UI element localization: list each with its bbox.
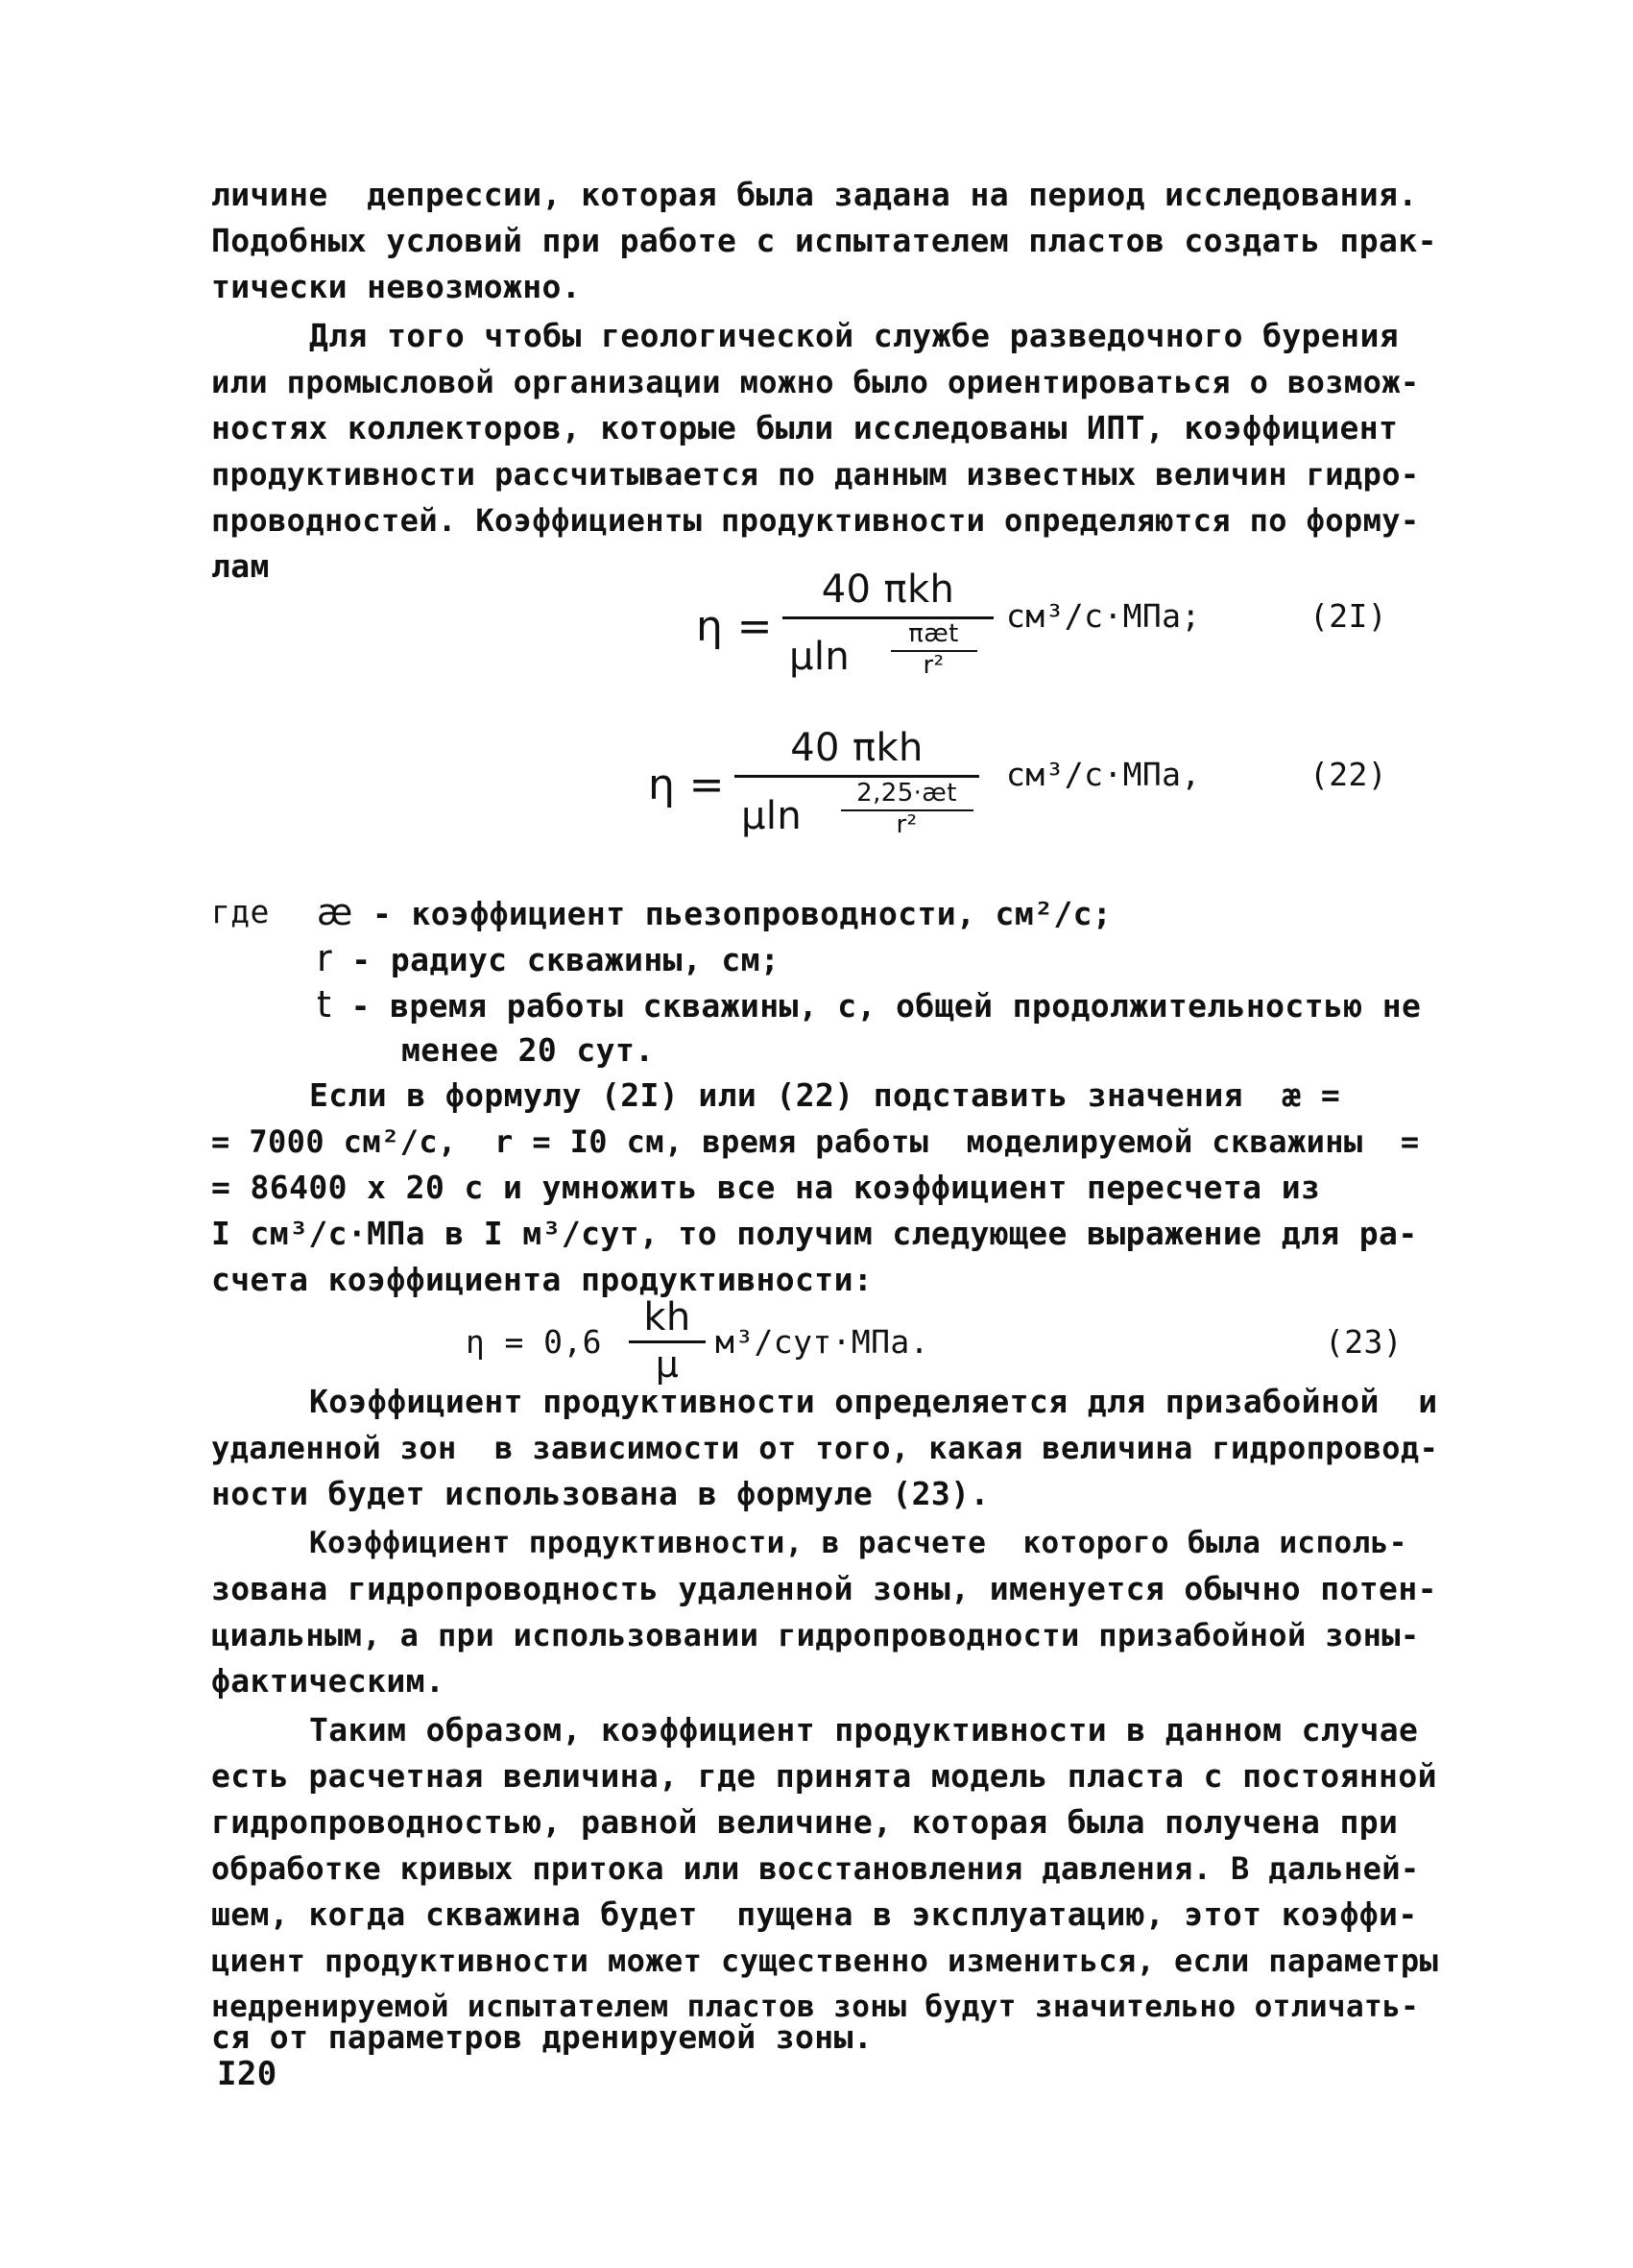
text-line: есть расчетная величина, где принята модель пласта с постоянной [211, 1757, 1437, 1795]
text-line: Коэффициент продуктивности определяется для призабойной и [309, 1383, 1438, 1420]
symbol-kappa: æ [317, 891, 353, 933]
definition-text: - радиус скважины, см; [332, 941, 780, 978]
text-line: менее 20 сут. [401, 1031, 655, 1069]
formula-lhs: η = [696, 602, 773, 651]
definition-text: - время работы скважины, с, общей продолжительностью не [331, 987, 1422, 1025]
definition-item [317, 893, 1112, 931]
formula-denominator-prefix: μln [789, 635, 851, 679]
text-line: гидропроводностью, равной величине, которая была получена при [211, 1803, 1399, 1841]
definition-text: - коэффициент пьезопроводности, см²/с; [352, 895, 1113, 932]
text-line: Подобных условий при работе с испытателем пластов создать прак- [211, 222, 1437, 259]
formula-numerator: 40 πkh [790, 726, 924, 770]
text-line: Таким образом, коэффициент продуктивности в данном случае [309, 1711, 1419, 1749]
inner-denominator: r² [896, 810, 918, 839]
text-line: удаленной зон в зависимости от того, какая величина гидропровод- [211, 1430, 1439, 1466]
formula-lhs: η = 0,6 [466, 1323, 602, 1361]
text-line: обработке кривых притока или восстановления давления. В дальней- [211, 1850, 1420, 1887]
page-number: I20 [217, 2055, 277, 2093]
inner-numerator: πæt [908, 619, 959, 648]
text-line: или промысловой организации можно было ориентироваться о возмож- [211, 364, 1420, 400]
text-line: тически невозможно. [211, 268, 582, 305]
formula-denominator: μ [655, 1343, 680, 1386]
text-line: зована гидропроводность удаленной зоны, именуется обычно потен- [211, 1570, 1437, 1607]
formula-numerator: 40 πkh [821, 567, 955, 612]
symbol-t: t [317, 983, 332, 1025]
formula-units: м³/сут·МПа. [715, 1323, 929, 1361]
symbol-r: r [317, 937, 333, 979]
equation-number: (2I) [1309, 597, 1388, 635]
text-line: ности будет использована в формуле (23). [211, 1475, 990, 1512]
formula-numerator: kh [643, 1295, 691, 1339]
text-line: счета коэффициента продуктивности: [211, 1261, 874, 1298]
where-label: где [211, 893, 270, 930]
text-line: продуктивности рассчитывается по данным известных величин гидро- [211, 456, 1420, 493]
text-line: личине депрессии, которая была задана на период исследования. [211, 176, 1418, 213]
text-line: недренируемой испытателем пластов зоны будут значительно отличать- [211, 1990, 1420, 2024]
definition-item [317, 939, 780, 977]
fraction-bar [734, 775, 979, 778]
equation-number: (22) [1309, 756, 1388, 793]
text-line: шем, когда скважина будет пущена в эксплуатацию, этот коэффи- [211, 1895, 1418, 1933]
text-line: ностях коллекторов, которые были исследованы ИПТ, коэффициент [211, 409, 1399, 446]
inner-denominator: r² [923, 651, 945, 680]
text-line: = 86400 х 20 с и умножить все на коэффициент пересчета из [211, 1169, 1321, 1206]
text-line: = 7000 см²/с, r = I0 см, время работы моделируемой скважины = [211, 1123, 1420, 1160]
formula-denominator-prefix: μln [741, 794, 803, 838]
text-line: фактическим. [211, 1662, 445, 1700]
text-line: Если в формулу (2I) или (22) подставить значения æ = [309, 1076, 1341, 1114]
text-line: Коэффициент продуктивности, в расчете которого была исполь- [309, 1526, 1407, 1560]
text-line: Для того чтобы геологической службе разведочного бурения [309, 317, 1399, 354]
equation-number: (23) [1325, 1323, 1404, 1361]
text-line: лам [211, 547, 270, 585]
inner-numerator: 2,25·æt [856, 779, 957, 808]
formula-units: см³/с·МПа, [1006, 756, 1201, 793]
text-line: ся от параметров дренируемой зоны. [211, 2018, 874, 2056]
text-line: I см³/с·МПа в I м³/сут, то получим следующее выражение для ра- [211, 1215, 1418, 1252]
formula-lhs: η = [648, 760, 725, 809]
text-line: проводностей. Коэффициенты продуктивности определяются по форму- [211, 502, 1420, 539]
text-line: циент продуктивности может существенно измениться, если параметры [211, 1942, 1439, 1979]
formula-units: см³/с·МПа; [1006, 597, 1201, 635]
text-line: циальным, а при использовании гидропроводности призабойной зоны- [211, 1617, 1420, 1653]
definition-item [317, 985, 1421, 1024]
